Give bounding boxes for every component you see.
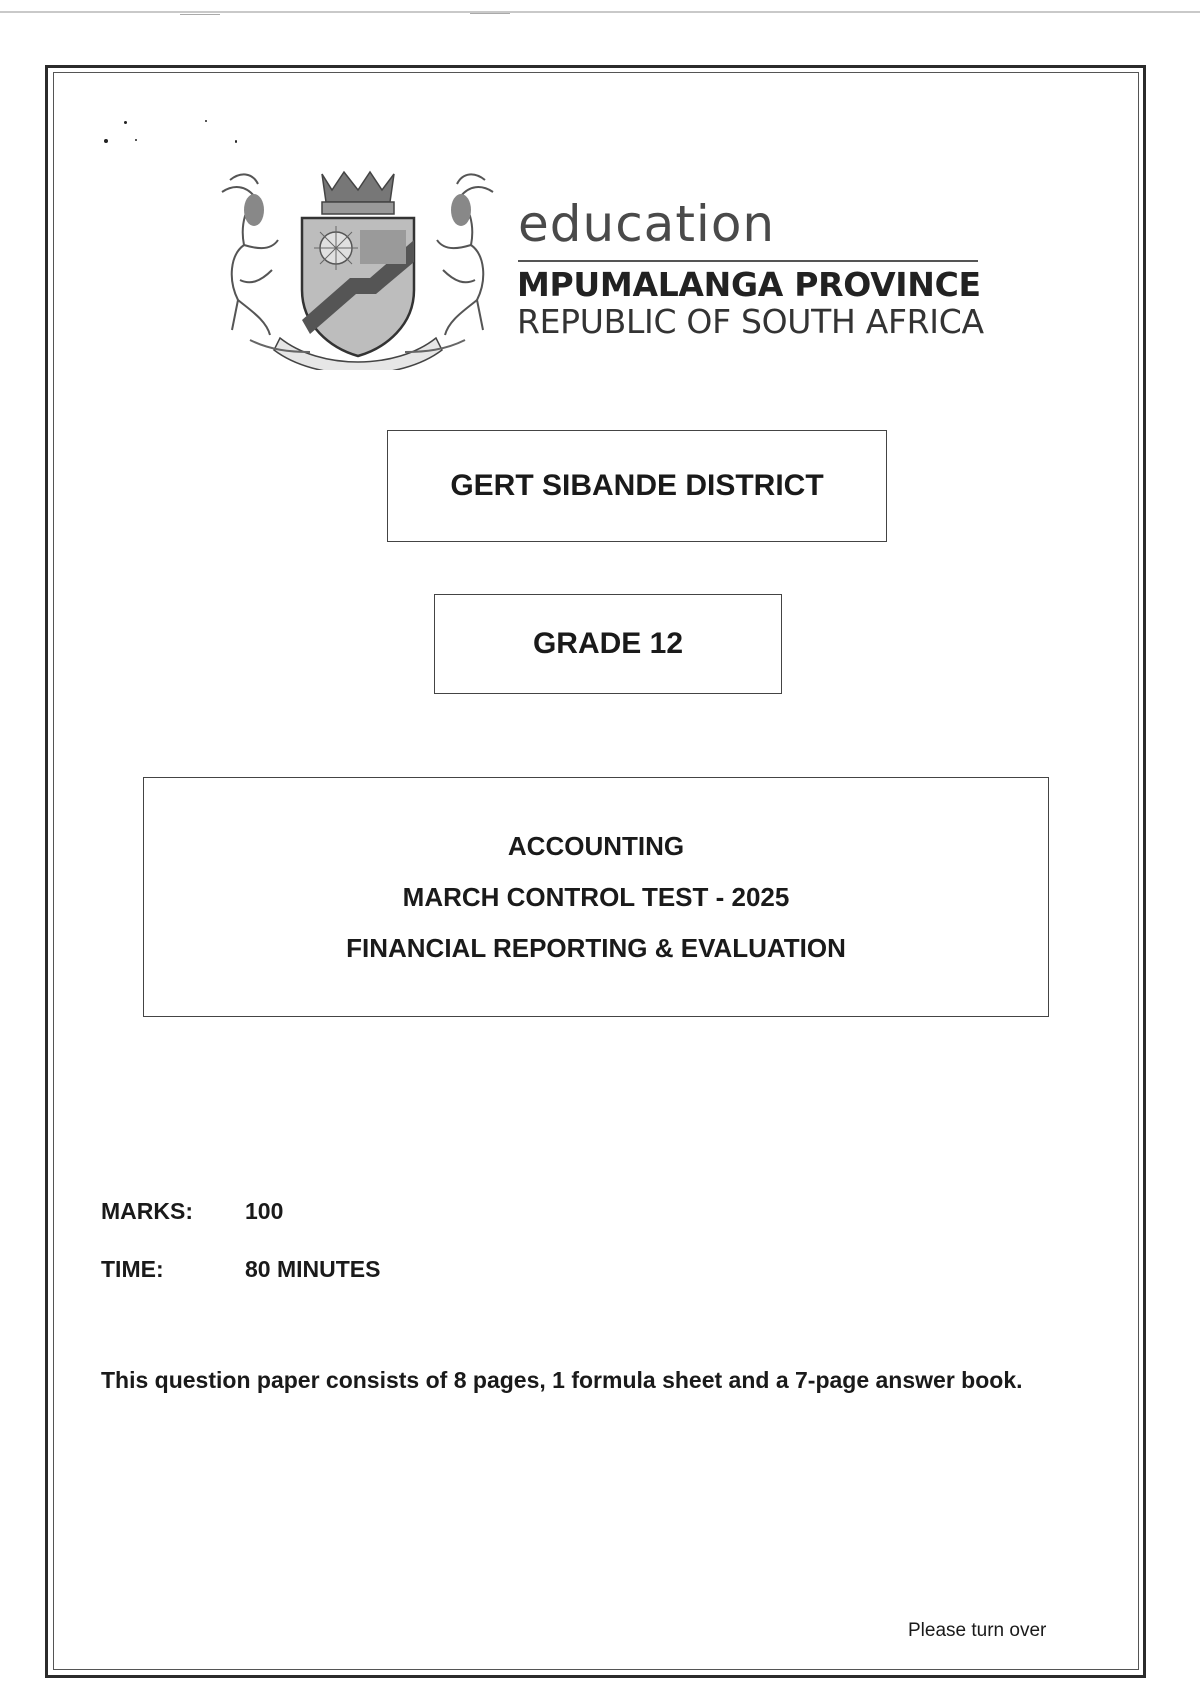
scan-edge-line <box>0 11 1200 13</box>
scan-mark <box>180 14 220 15</box>
scan-speck <box>135 139 137 141</box>
topic-name: FINANCIAL REPORTING & EVALUATION <box>346 932 846 963</box>
scan-speck <box>104 139 108 143</box>
scan-speck <box>124 121 127 124</box>
subject-box <box>143 777 1049 1017</box>
scan-mark <box>470 13 510 14</box>
grade-title: GRADE 12 <box>532 627 684 660</box>
grade-box <box>434 594 782 694</box>
paper-description: This question paper consists of 8 pages, 1 formula sheet and a 7-page answer book. <box>101 1367 1023 1393</box>
coat-of-arms-logo <box>210 170 505 370</box>
marks-value: 100 <box>245 1198 284 1224</box>
logo-divider <box>518 260 978 262</box>
logo-province: MPUMALANGA PROVINCE <box>517 265 981 304</box>
please-turn-over: Please turn over <box>908 1620 1047 1641</box>
test-name: MARCH CONTROL TEST - 2025 <box>402 881 790 912</box>
district-title: GERT SIBANDE DISTRICT <box>450 469 824 502</box>
marks-label: MARKS: <box>101 1198 193 1224</box>
subject-name: ACCOUNTING <box>507 830 685 861</box>
scan-speck <box>205 120 207 122</box>
logo-education-word: education <box>518 195 776 253</box>
district-box <box>387 430 887 542</box>
time-value: 80 MINUTES <box>245 1256 381 1282</box>
time-label: TIME: <box>101 1256 164 1282</box>
scan-speck <box>235 140 237 143</box>
logo-country: REPUBLIC OF SOUTH AFRICA <box>517 302 984 341</box>
